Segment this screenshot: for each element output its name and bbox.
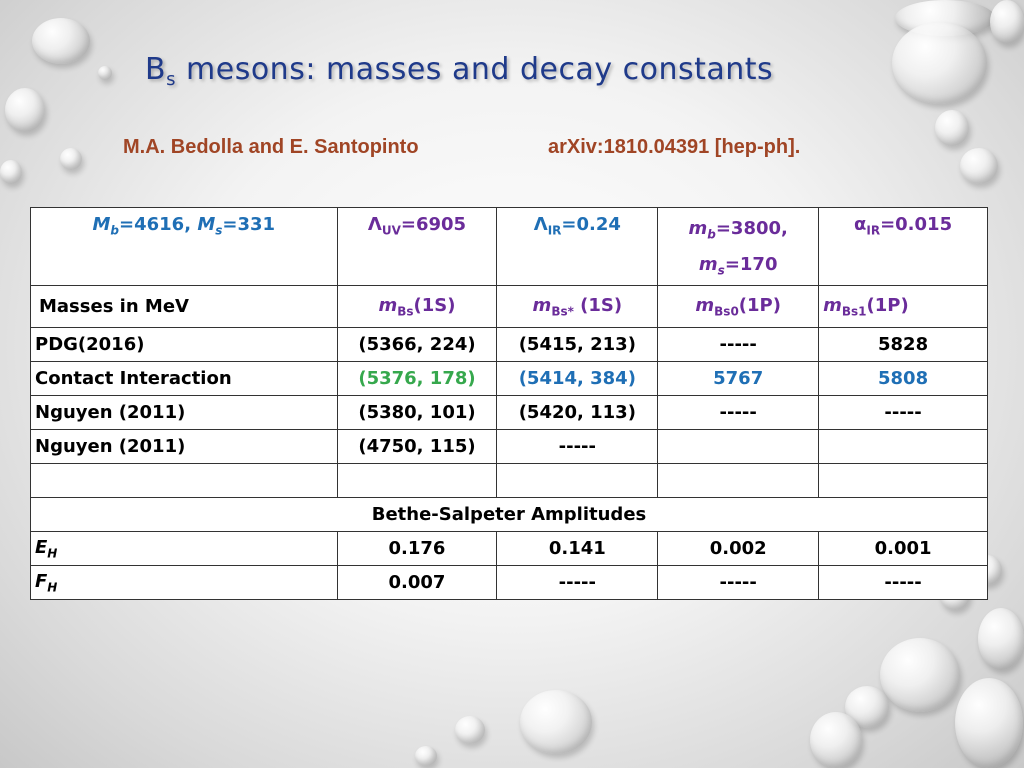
row-label: Contact Interaction (31, 362, 338, 396)
empty-cell (658, 464, 819, 498)
table-cell: ----- (819, 566, 988, 600)
water-drop-decoration (5, 88, 45, 132)
table-cell: 0.002 (658, 532, 819, 566)
table-row (31, 566, 988, 600)
param-quark-masses-cell: $m_b=3800$, $m_s=170$ (658, 208, 819, 286)
table-cell: 0.007 (337, 566, 497, 600)
water-drop-decoration (415, 746, 437, 766)
table-cell: (5415, 213) (497, 328, 658, 362)
table-cell: 5808 (819, 362, 988, 396)
water-drop-decoration (990, 0, 1024, 44)
param-alpha-ir-cell: $\alpha_{IR}=0.015$ (819, 208, 988, 286)
col-header-mBsstar-1S: $m_{Bs*}$ (1S) (497, 286, 658, 328)
table-cell: ----- (658, 396, 819, 430)
water-drop-decoration (520, 690, 592, 754)
table-row (31, 396, 988, 430)
table-cell: 0.141 (497, 532, 658, 566)
table-cell: 0.001 (819, 532, 988, 566)
table-cell: (5380, 101) (337, 396, 497, 430)
water-drop-decoration (935, 110, 969, 146)
parameter-row (31, 208, 988, 286)
table-row (31, 532, 988, 566)
empty-cell (337, 464, 497, 498)
water-drop-decoration (978, 608, 1024, 670)
table-cell: 5767 (658, 362, 819, 396)
water-drop-decoration (32, 18, 90, 64)
table-cell: 5828 (819, 328, 988, 362)
row-label: PDG(2016) (31, 328, 338, 362)
water-drop-decoration (880, 638, 960, 712)
arxiv-reference: arXiv:1810.04391 [hep-ph]. (548, 136, 801, 158)
table-cell (819, 430, 988, 464)
table-cell: 0.176 (337, 532, 497, 566)
water-drop-decoration (955, 678, 1023, 768)
table-cell: (5366, 224) (337, 328, 497, 362)
water-drop-decoration (60, 148, 82, 170)
meson-table (30, 207, 988, 600)
masses-header-row (31, 286, 988, 328)
masses-label: Masses in MeV (31, 286, 338, 328)
water-drop-decoration (455, 716, 485, 744)
col-header-mBs1-1P: $m_{Bs1}(1P)$ (819, 286, 988, 328)
table-cell: ----- (497, 566, 658, 600)
water-drop-decoration (0, 160, 22, 184)
table-cell: ----- (658, 566, 819, 600)
row-label: Nguyen (2011) (31, 396, 338, 430)
table-cell: ----- (658, 328, 819, 362)
row-label: $F_H$ (31, 566, 338, 600)
table-cell: ----- (819, 396, 988, 430)
table-row (31, 362, 988, 396)
authors: M.A. Bedolla and E. Santopinto (123, 136, 419, 158)
table-row (31, 328, 988, 362)
slide-title: $B_s$ mesons: masses and decay constants (145, 52, 774, 90)
empty-cell (819, 464, 988, 498)
col-header-mBs0-1P: $m_{Bs0}(1P)$ (658, 286, 819, 328)
row-label: Nguyen (2011) (31, 430, 338, 464)
water-drop-decoration (98, 66, 112, 80)
bsa-title-row (31, 498, 988, 532)
empty-row (31, 464, 988, 498)
table-cell: (5414, 384) (497, 362, 658, 396)
water-drop-decoration (810, 712, 862, 768)
bsa-title: Bethe-Salpeter Amplitudes (31, 498, 988, 532)
table-cell: ----- (497, 430, 658, 464)
empty-cell (497, 464, 658, 498)
table-cell (658, 430, 819, 464)
param-masses-cell: $M_b=4616$, $M_s=331$ (31, 208, 338, 286)
water-drop-decoration (960, 148, 998, 184)
table-cell: (4750, 115) (337, 430, 497, 464)
param-lambda-ir-cell: $\Lambda_{IR}=0.24$ (497, 208, 658, 286)
table-row (31, 430, 988, 464)
col-header-mBs-1S: $m_{Bs}(1S)$ (337, 286, 497, 328)
row-label: $E_H$ (31, 532, 338, 566)
table-cell: (5376, 178) (337, 362, 497, 396)
empty-cell (31, 464, 338, 498)
water-drop-decoration (892, 22, 987, 104)
param-lambda-uv-cell: $\Lambda_{UV}=6905$ (337, 208, 497, 286)
table-cell: (5420, 113) (497, 396, 658, 430)
